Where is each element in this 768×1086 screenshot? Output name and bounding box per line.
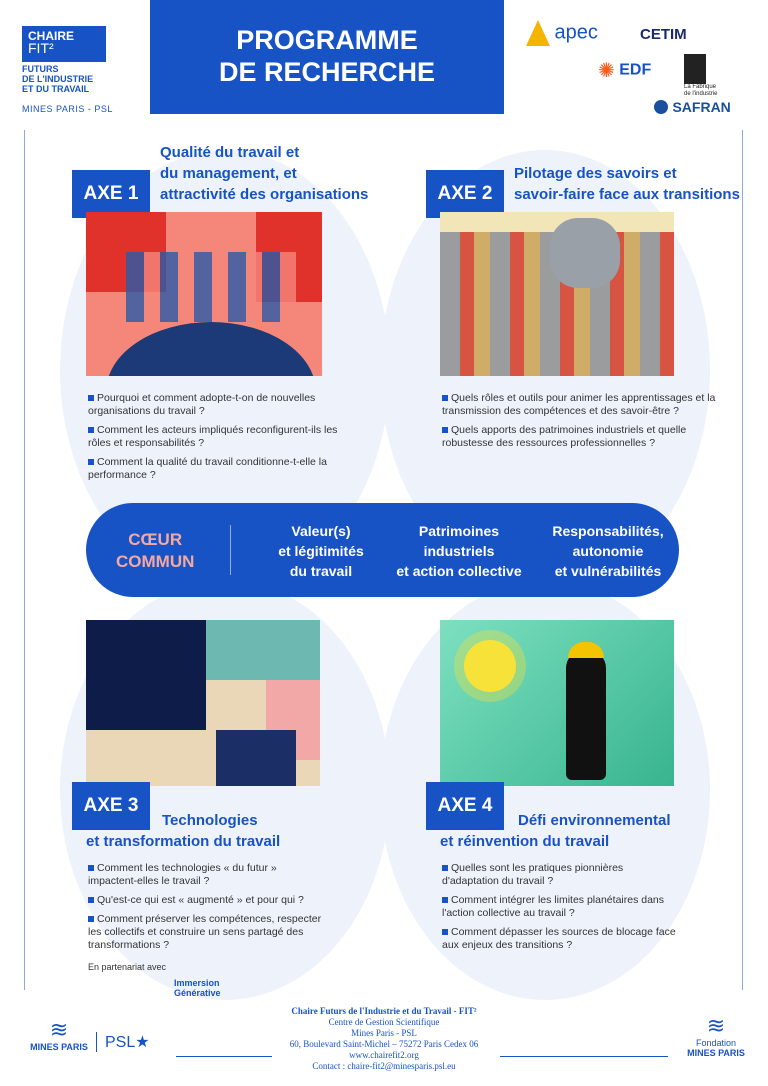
logo-fit-text: FIT² <box>28 40 54 56</box>
bullet-text: Comment la qualité du travail conditionne-t-elle la performance ? <box>88 456 327 481</box>
core-col-line: Responsabilités, <box>552 523 664 539</box>
bullet-text: Comment les technologies « du futur » impactent-elles le travail ? <box>88 862 277 887</box>
apec-icon <box>526 20 550 46</box>
bullet-icon <box>442 865 448 871</box>
sun-icon <box>464 640 516 692</box>
bullet-text: Qu'est-ce qui est « augmenté » et pour qui ? <box>97 894 304 906</box>
mines-paris-icon: ≋ <box>49 1017 69 1042</box>
axe1-title-line: du management, et <box>160 165 297 182</box>
psl-logo <box>96 1032 150 1052</box>
illus-dark-circle <box>106 322 316 376</box>
immersion-text: Générative <box>174 988 221 998</box>
core-separator <box>230 525 231 575</box>
fabrique-text: La Fabrique de l'industrie <box>684 84 718 97</box>
bullet-text: Comment dépasser les sources de blocage face aux enjeux des transitions ? <box>442 926 676 951</box>
chaire-logo <box>22 26 106 62</box>
apec-text: apec <box>554 21 598 44</box>
bullet-item <box>442 926 682 952</box>
core-col-line: du travail <box>289 563 353 579</box>
illus-desk <box>216 730 296 786</box>
footer-line-text: Mines Paris - PSL <box>351 1028 417 1038</box>
bullet-icon <box>88 897 94 903</box>
illus-teal-panel <box>206 620 320 680</box>
fondation-text: Fondation <box>695 1038 737 1048</box>
apec-logo <box>526 20 598 46</box>
fondation-text: MINES PARIS <box>687 1048 745 1058</box>
axe2-title <box>514 163 744 205</box>
bullet-item <box>442 894 682 920</box>
safran-icon <box>654 100 668 114</box>
illus-elephant <box>550 218 620 288</box>
frame-line <box>24 130 25 990</box>
page-title <box>150 0 504 114</box>
logo-mines: MINES PARIS - PSL <box>22 104 113 114</box>
core-col-line: Patrimoines <box>418 523 500 539</box>
bullet-text: Pourquoi et comment adopte-t-on de nouvelles organisations du travail ? <box>88 392 316 417</box>
cetim-logo <box>640 26 687 44</box>
bullet-item <box>88 862 328 888</box>
fabrique-icon <box>684 54 706 84</box>
axe2-title-line: Pilotage des savoirs et <box>514 165 677 182</box>
bullet-text: Comment intégrer les limites planétaires dans l'action collective au travail ? <box>442 894 665 919</box>
helmet-icon <box>568 642 604 658</box>
axe4-title <box>440 810 700 852</box>
fabrique-logo <box>684 54 744 102</box>
axe4-title-line: et réinvention du travail <box>440 833 610 850</box>
core-col-2 <box>384 521 534 581</box>
core-col-line: Valeur(s) <box>291 523 351 539</box>
footer-line-text: 60, Boulevard Saint-Michel – 75272 Paris Cedex 06 <box>289 1039 479 1049</box>
illus-figure <box>126 252 296 322</box>
edf-logo <box>598 58 651 83</box>
bullet-icon <box>442 395 448 401</box>
mines-paris-text: MINES PARIS <box>30 1042 88 1052</box>
title-line: PROGRAMME <box>236 25 418 55</box>
bullet-icon <box>88 395 94 401</box>
axe2-tab: AXE 2 <box>426 170 504 218</box>
illus-worker <box>566 650 606 780</box>
bullet-icon <box>88 427 94 433</box>
core-label-line: COMMUN <box>116 552 195 571</box>
bullet-icon <box>88 916 94 922</box>
axe3-title-line: et transformation du travail <box>86 833 281 850</box>
axe4-illustration <box>440 620 674 786</box>
footer-line-text: www.chairefit2.org <box>349 1050 419 1060</box>
axe2-bullets <box>442 392 722 456</box>
illus-dark-panel <box>86 620 206 730</box>
bullet-icon <box>88 459 94 465</box>
core-band <box>86 503 679 597</box>
axe1-illustration <box>86 212 322 376</box>
axe4-title-line: Défi environnemental <box>518 812 671 829</box>
axe3-illustration <box>86 620 320 786</box>
bullet-item <box>442 862 682 888</box>
title-line: DE RECHERCHE <box>218 57 436 87</box>
axe3-title <box>86 810 346 852</box>
logo-subtitle <box>22 64 142 94</box>
bullet-text: Quelles sont les pratiques pionnières d'adaptation du travail ? <box>442 862 624 887</box>
axe3-bullets <box>88 862 328 958</box>
axe2-illustration <box>440 212 674 376</box>
mines-paris-logo <box>24 1018 94 1052</box>
partner-note-text: En partenariat avec <box>88 962 167 972</box>
axe4-bullets <box>442 862 682 958</box>
edf-icon: ✺ <box>598 60 615 82</box>
logo-sub-line: DE L'INDUSTRIE <box>22 74 94 84</box>
core-col-line: et action collective <box>396 563 522 579</box>
axe1-title-line: Qualité du travail et <box>160 144 300 161</box>
fondation-icon: ≋ <box>706 1013 726 1038</box>
bullet-text: Quels apports des patrimoines industriels et quelle robustesse des ressources professionnelles ? <box>442 424 687 449</box>
bullet-icon <box>88 865 94 871</box>
edf-text: EDF <box>619 61 652 79</box>
footer-line-text: Contact : chaire-fit2@minesparis.psl.eu <box>312 1061 456 1071</box>
footer-line-text: Chaire Futurs de l'Industrie et du Travail - FIT² <box>291 1006 477 1016</box>
core-col-3 <box>538 521 678 581</box>
safran-logo <box>654 98 731 116</box>
immersion-text: Immersion <box>174 978 220 988</box>
bullet-item <box>88 913 328 952</box>
core-col-1 <box>256 521 386 581</box>
bullet-icon <box>442 897 448 903</box>
logo-sub-line: ET DU TRAVAIL <box>22 84 90 94</box>
core-col-line: et vulnérabilités <box>554 563 662 579</box>
bullet-icon <box>442 427 448 433</box>
core-label-line: CŒUR <box>128 530 183 549</box>
partner-note <box>88 962 166 972</box>
core-col-line: industriels <box>423 543 495 559</box>
bullet-text: Comment les acteurs impliqués reconfigurent-ils les rôles et responsabilités ? <box>88 424 338 449</box>
cetim-text: CETIM <box>640 26 687 43</box>
core-col-line: autonomie <box>572 543 644 559</box>
bullet-item <box>88 456 356 482</box>
bullet-item <box>442 392 722 418</box>
axe1-bullets <box>88 392 356 488</box>
logo-sub-line: FUTURS <box>22 64 59 74</box>
axe3-title-line: Technologies <box>162 812 258 829</box>
bullet-text: Comment préserver les compétences, respecter les collectifs et construire un sens partagé des transformations ? <box>88 913 322 951</box>
bullet-icon <box>442 929 448 935</box>
axe2-title-line: savoir-faire face aux transitions <box>514 186 740 203</box>
footer-line <box>500 1056 668 1057</box>
bullet-item <box>88 894 328 907</box>
axe1-title <box>160 142 380 205</box>
core-label <box>116 529 194 573</box>
bullet-item <box>442 424 722 450</box>
safran-text: SAFRAN <box>672 98 731 115</box>
footer-contact <box>220 1006 548 1072</box>
logo-chaire-text: CHAIRE <box>28 29 75 43</box>
immersion-logo <box>174 978 221 998</box>
axe1-tab: AXE 1 <box>72 170 150 218</box>
axe4-tab: AXE 4 <box>426 782 504 830</box>
bullet-item <box>88 424 356 450</box>
axe3-tab: AXE 3 <box>72 782 150 830</box>
axe1-title-line: attractivité des organisations <box>160 186 369 203</box>
psl-text: PSL★ <box>105 1034 150 1051</box>
frame-line <box>742 130 743 990</box>
footer-line-text: Centre de Gestion Scientifique <box>328 1017 440 1027</box>
bullet-text: Quels rôles et outils pour animer les apprentissages et la transmission des compétences et des savoir-être ? <box>442 392 716 417</box>
core-col-line: et légitimités <box>278 543 364 559</box>
fondation-logo <box>680 1014 752 1058</box>
bullet-item <box>88 392 356 418</box>
